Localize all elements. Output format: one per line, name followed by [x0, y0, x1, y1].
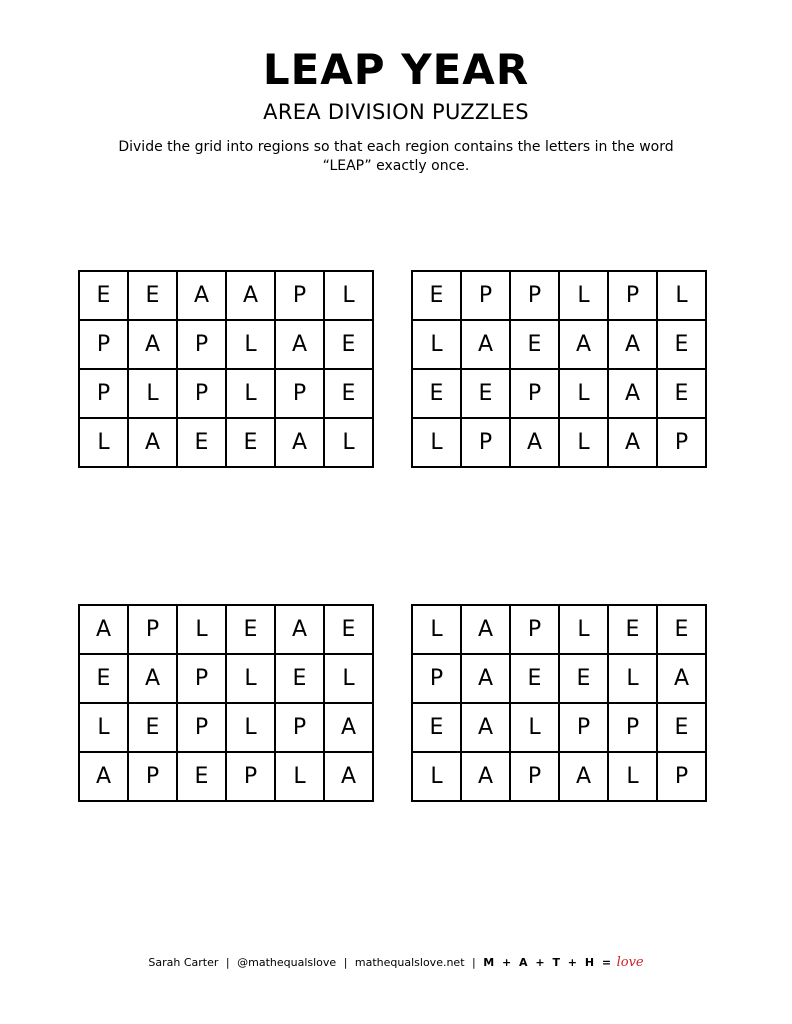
grid-cell: E [511, 655, 560, 704]
puzzle-grid-4 [411, 604, 707, 802]
grid-cell: P [560, 704, 609, 753]
puzzle-grid-3 [78, 604, 374, 802]
grid-cell: L [413, 606, 462, 655]
grid-cell: E [560, 655, 609, 704]
grid-cell: P [276, 704, 325, 753]
grid-cell: P [511, 753, 560, 802]
grid-cell: P [178, 655, 227, 704]
grid-cell: L [80, 419, 129, 468]
grid-cell: E [227, 606, 276, 655]
grid-cell: A [511, 419, 560, 468]
grid-cell: A [609, 321, 658, 370]
grid-cell: A [462, 753, 511, 802]
grid-cell: A [658, 655, 707, 704]
grid-cell: E [658, 370, 707, 419]
grid-cell: P [609, 704, 658, 753]
grid-cell: E [658, 704, 707, 753]
grid-cell: L [129, 370, 178, 419]
grid-cell: P [178, 704, 227, 753]
grid-cell: A [325, 753, 374, 802]
grid-cell: E [511, 321, 560, 370]
footer-brand-love: love [616, 955, 644, 970]
grid-cell: E [276, 655, 325, 704]
grid-cell: E [325, 370, 374, 419]
grid-cell: E [462, 370, 511, 419]
grid-cell: A [276, 321, 325, 370]
grid-cell: E [609, 606, 658, 655]
grid-cell: L [511, 704, 560, 753]
grid-cell: L [609, 655, 658, 704]
grid-cell: P [511, 272, 560, 321]
grid-cell: A [462, 606, 511, 655]
grid-cell: E [413, 370, 462, 419]
grid-cell: L [325, 272, 374, 321]
grid-cell: P [462, 272, 511, 321]
page-title: LEAP YEAR [262, 45, 530, 94]
grid-cell: L [609, 753, 658, 802]
grid-cell: L [413, 419, 462, 468]
grid-cell: A [462, 655, 511, 704]
grid-cell: L [276, 753, 325, 802]
grid-cell: L [413, 753, 462, 802]
grid-cell: P [658, 419, 707, 468]
grid-cell: A [462, 321, 511, 370]
grid-cell: L [227, 655, 276, 704]
grid-cell: A [80, 606, 129, 655]
grid-cell: P [413, 655, 462, 704]
grid-cell: L [178, 606, 227, 655]
grid-cell: L [560, 370, 609, 419]
grid-cell: P [276, 272, 325, 321]
grid-cell: A [129, 321, 178, 370]
grid-cell: L [560, 419, 609, 468]
grid-cell: P [227, 753, 276, 802]
grid-cell: P [178, 321, 227, 370]
grid-cell: L [227, 321, 276, 370]
grid-cell: P [658, 753, 707, 802]
grid-cell: A [609, 370, 658, 419]
grid-cell: L [325, 419, 374, 468]
grid-cell: E [658, 606, 707, 655]
grid-cell: A [325, 704, 374, 753]
grid-cell: L [658, 272, 707, 321]
grid-cell: E [178, 753, 227, 802]
grid-cell: A [560, 321, 609, 370]
grid-cell: P [178, 370, 227, 419]
footer-separator: | [343, 956, 348, 969]
footer-separator: | [472, 956, 476, 969]
footer-brand-logo: M + A + T + H = [483, 956, 614, 969]
grid-cell: E [178, 419, 227, 468]
footer-handle: @mathequalslove [237, 956, 337, 969]
grid-cell: A [227, 272, 276, 321]
puzzle-grid-1 [78, 270, 374, 468]
grid-cell: E [325, 606, 374, 655]
grid-cell: P [129, 606, 178, 655]
grid-cell: L [560, 272, 609, 321]
grid-cell: L [80, 704, 129, 753]
grid-cell: P [511, 606, 560, 655]
grid-cell: E [80, 272, 129, 321]
grid-cell: A [129, 655, 178, 704]
grid-cell: P [129, 753, 178, 802]
puzzle-grid-2 [411, 270, 707, 468]
grid-cell: L [325, 655, 374, 704]
grid-cell: E [80, 655, 129, 704]
grid-cell: A [276, 419, 325, 468]
grid-cell: A [560, 753, 609, 802]
grid-cell: A [129, 419, 178, 468]
grid-cell: A [462, 704, 511, 753]
grid-cell: L [413, 321, 462, 370]
grid-cell: A [178, 272, 227, 321]
footer-author: Sarah Carter [148, 956, 219, 969]
grid-cell: E [129, 704, 178, 753]
grid-cell: E [413, 272, 462, 321]
grid-cell: E [129, 272, 178, 321]
instructions-text: Divide the grid into regions so that each region contains the letters in the word “LEAP” exactly once. [118, 139, 674, 174]
page-subtitle: AREA DIVISION PUZZLES [263, 100, 529, 124]
grid-cell: A [609, 419, 658, 468]
grid-cell: E [227, 419, 276, 468]
grid-cell: L [560, 606, 609, 655]
grid-cell: L [227, 370, 276, 419]
grid-cell: E [658, 321, 707, 370]
grid-cell: A [276, 606, 325, 655]
grid-cell: P [80, 370, 129, 419]
grid-cell: P [80, 321, 129, 370]
footer-website: mathequalslove.net [354, 956, 465, 969]
grid-cell: A [80, 753, 129, 802]
grid-cell: E [325, 321, 374, 370]
grid-cell: P [609, 272, 658, 321]
grid-cell: P [462, 419, 511, 468]
grid-cell: L [227, 704, 276, 753]
footer-separator: | [225, 956, 230, 969]
footer [0, 955, 792, 971]
grid-cell: P [511, 370, 560, 419]
grid-cell: P [276, 370, 325, 419]
grid-cell: E [413, 704, 462, 753]
